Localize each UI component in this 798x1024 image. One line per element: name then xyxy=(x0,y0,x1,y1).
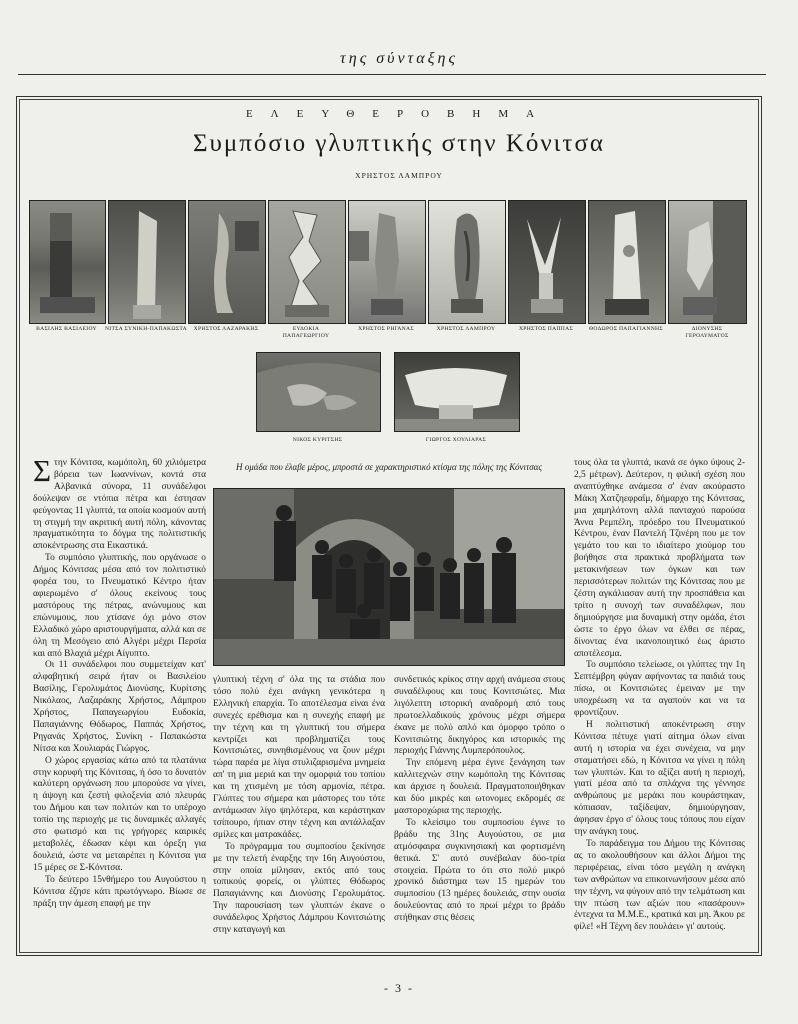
paragraph: Το συμπόσιο τελείωσε, οι γλύπτες την 1η Σεπτέμβρη φύγαν αφήνοντας τα παιδιά τους πίσω, οι Κονιτσιώτες έμειναν με την υποχρέωση να τα αγαπούν και να τα φροντίζουν. xyxy=(574,660,745,719)
article-column-4 xyxy=(574,458,745,940)
sculpture-photo xyxy=(29,200,106,324)
sculpture-photo xyxy=(668,200,747,324)
sculpture-photo xyxy=(348,200,426,324)
paragraph: συνδετικός κρίκος στην αρχή ανάμεσα στους συναδέλφους και τους Κονιτσιώτες. Μια λιγόλεπτη ιστορική αναδρομή από τους πρωτοελλαδικούς χρόνους μέχρι σήμερα έκανε με πολύ απλό και όμορφο τρόπο ο Κονιτσιώτης δικηγόρος και ιστορικός της περιοχής Γιάννης Λυμπερόπουλος. xyxy=(394,675,565,757)
sculpture-photo xyxy=(256,352,381,432)
sculpture-photo xyxy=(428,200,506,324)
page-number: - 3 - xyxy=(384,981,414,995)
sculptor-name: ΧΡΗΣΤΟΣ ΠΑΠΠΑΣ xyxy=(518,326,574,332)
sculptor-name: ΧΡΗΣΤΟΣ ΛΑΖΑΡΑΚΗΣ xyxy=(193,326,259,332)
article-author: ΧΡΗΣΤΟΣ ΛΑΜΠΡΟΥ xyxy=(355,171,443,180)
sculptor-name: ΧΡΗΣΤΟΣ ΛΑΜΠΡΟΥ xyxy=(436,326,496,332)
paragraph: γλυπτική τέχνη σ' όλα της τα στάδια που τόσο πολύ έχει ανάγκη γενικότερα η Ελληνική επαρχία. Το αποτέλεσμα είναι ένα συνεχές ερέθισμα και η συνεχής επαφή με την τέχνη και τη γλυπτική του σήμερα κεντρίζει και προβληματίζει τους Κονιτσιώτες, συνηθισμένους να ζουν μέχρι τώρα παρέα με λίγα στυλιζαρισμένα μνημεία απ' τη μια μεριά και την ομορφιά του τοπίου και τη χτισμένη με τόση αρμονία, πέτρα. Γλύπτες του σήμερα και μάστορες του τότε αντάμωσαν λίγο ψηλότερα, και κεράστηκαν τσίπουρο, ήπιαν στην τέχνη και αντάλλαξαν σμίλες και ματρακάδες. xyxy=(213,675,385,840)
article-column-2 xyxy=(213,675,385,940)
paragraph: Την επόμενη μέρα έγινε ξενάγηση των καλλιτεχνών στην κωμόπολη της Κόνιτσας και άρχισε η δουλειά. Πραγματοποιήθηκαν και δύο μικρές και ωτονομες εκδρομές σε μαστοροχώρια της περιοχής. xyxy=(394,758,565,816)
sculptor-name: ΝΙΚΟΣ ΚΥΡΙΤΣΗΣ xyxy=(292,437,343,443)
article-column-3 xyxy=(394,675,565,940)
paragraph: Το πρόγραμμα του συμποσίου ξεκίνησε με την τελετή έναρξης την 16η Αυγούστου, στην οποία μίλησαν, εκτός από τους τοπικούς φορείς, οι γλύπτες Θόδωρος Παπαγιάννης και Διονύσης Γερολυμάτος. Την παρουσίαση των γλυπτών έκανε ο συνάδελφος Χρήστος Λάμπρου Κονιτσιώτης στην καταγωγή και xyxy=(213,841,385,936)
paragraph: Το συμπόσιο γλυπτικής, που οργάνωσε ο Δήμος Κόνιτσας μέσα από τον πολιτιστικό φορέα του, το Πνευματικό Κέντρο ήταν αφιερωμένο σ' όλους εκείνους τους μαστόρους της πέτρας, ανώνυμους και επώνυμους, που χτίσανε όχι μόνο στον Ελλαδικό χώρο αριστουργήματα, αλλά και σε όλη τη Μεσόγειο από Αλγέρι μέχρι Περσία και από Βλαχιά μέχρι Αίγυπτο. xyxy=(33,553,206,659)
section-header: της σύνταξης xyxy=(340,50,458,67)
sculpture-photo xyxy=(508,200,586,324)
header-rule xyxy=(18,74,766,75)
group-photo xyxy=(213,488,565,666)
paragraph: Το παράδειγμα του Δήμου της Κόνιτσας ας το ακολουθήσουν και άλλοι Δήμοι της περιφέρειας, είναι τόσο μεγάλη η ανάγκη των ανθρώπων να επικοινωνήσουν μέσα από την τέχνη, να φύγουν από την τελμάτωση και την πτώση των αξιών που «πασάρουν» έντεχνα τα Μ.Μ.Ε., κρατικά και μη. Άκου ρε φίλε! «Η Τέχνη δεν πουλάει» γι' αυτούς. xyxy=(574,839,745,933)
paragraph: Το δεύτερο 15νθήμερο του Αυγούστου η Κόνιτσα έζησε κάτι πρωτόγνωρο. Βίωσε σε πράξη την άμεση επαφή με την xyxy=(33,874,206,909)
source-title: ΕΛΕΥΘΕΡΟΒΗΜΑ xyxy=(245,108,553,120)
paragraph: την Κόνιτσα, κωμόπολη, 60 χιλιόμετρα βόρεια των Ιωαννίνων, κοντά στα Αλβανικά σύνορα, 11 συνάδελφοι δούλεψαν σε ντόπια πέτρα και έστησαν φεύγοντας 11 γλυπτά, τα οποία κοσμούν αυτή τη στιγμή την ακριτική αυτή πόλη, κάνοντας πραγματικότητα το δόγμα της πολιτιστικής αποκέντρωσης στα Εικαστικά. xyxy=(33,458,206,552)
sculpture-photo xyxy=(394,352,520,432)
sculptor-name: ΕΥΔΟΚΙΑ ΠΑΠΑΓΕΩΡΓΙΟΥ xyxy=(282,326,330,339)
sculpture-photo xyxy=(588,200,666,324)
paragraph: Το κλείσιμο του συμποσίου έγινε το βράδυ της 31ης Αυγούστου, σε μια ατμόσφαιρα συγκινησιακή και φορτισμένη θετικά. Σ' αυτό συνέβαλαν δύο-τρία στοιχεία. Πρώτα το ότι στο πολύ μικρό χρονικό διάστημα των 15 ημερών του συμποσίου (13 ημέρες δουλειάς, στην ουσία δουλεύοντας από το πρωί μέχρι το βράδυ στήθηκαν στις θέσεις xyxy=(394,817,565,924)
sculptor-name: ΘΟΔΩΡΟΣ ΠΑΠΑΓΙΑΝΝΗΣ xyxy=(589,326,663,332)
sculptor-name: ΧΡΗΣΤΟΣ ΡΗΓΑΝΑΣ xyxy=(358,326,414,332)
sculpture-photo xyxy=(188,200,266,324)
paragraph: τους όλα τα γλυπτά, ικανά σε όγκο ύψους 2-2,5 μέτρων). Δεύτερον, η φιλική σχέση που αναπτύχθηκε ανάμεσα σ' έναν ακούραστο Μάκη Χατζηεφραΐμ, δήμαρχο της Κόνιτσας, μια χαμηλότονη αλλά πανταχού παρούσα Άννα Ρεμπέλη, πρόεδρο του Πνευματικού Κέντρου, έναν Παντελή Τζινέρη που με τον γεμάτο του και το ιδιαίτερο χιούμορ του βοήθησε στα πρακτικά προβλήματα των μετακινήσεων των όγκων και των περισσότερων πολιτών της Κόνιτσας που με ζέστη αγκάλιασαν αυτή την προσπάθεια και τρίτο η συνοχή των συναδέλφων, που δημιούργησε μια δυναμική στην ομάδα, έτσι ώστε το έργο όλων να έλθει σε πέρας, δίνοντας ένα ικανοποιητικό έως άριστο αποτέλεσμα. xyxy=(574,458,745,659)
article-column-1 xyxy=(33,458,206,940)
sculptor-name: ΔΙΟΝΥΣΗΣ ΓΕΡΟΛΥΜΑΤΟΣ xyxy=(685,326,729,339)
article-title: Συμπόσιο γλυπτικής στην Κόνιτσα xyxy=(192,130,606,157)
paragraph: Ο χώρος εργασίας κάτω από τα πλατάνια στην κορυφή της Κόνιτσας, ή όσο το δυνατόν καλύτερη οργάνωση που μπορούσε να γίνει, η άψογη και ζεστή φιλοξενία από πλευράς του Δήμου και των πολιτών και το υπέροχο τοπίο της περιοχής με τις δυναμικές αλλαγές στο φωτισμό και τις γρήγορες καιρικές μεταβολές, έδωσαν κέφι και όρεξη για δουλειά, ώστε να μεταιρέπει η Κόνιτσα για 15 μέρες σε Σ-Κόνιτσα. xyxy=(33,755,206,873)
sculptor-name: ΝΙΤΣΑ ΣΥΝΙΚΗ-ΠΑΠΑΚΩΣΤΑ xyxy=(104,326,188,332)
paragraph: Η πολιτιστική αποκέντρωση στην Κόνιτσα πέτυχε γιατί αίτημα όλων είναι αυτή η ιστορία να έχει συνέχεια, να μην σταματήσει εδώ, η Κόνιτσα να γίνει η πόλη των γλυπτών. Και το αξίζει αυτή η περιοχή, γιατί μέσα από τα σπλάχνα της γέννησε ανθρώπους με μεράκι που κουράστηκαν, κόπιασαν, ταξίδεψαν, δημιούργησαν, άφησαν έργο σ' όλους τους τόπους που είχαν την ανάγκη τους. xyxy=(574,719,745,838)
sculpture-photo xyxy=(268,200,346,324)
sculptor-name: ΓΙΩΡΓΟΣ ΧΟΥΛΙΑΡΑΣ xyxy=(425,437,487,443)
group-photo-caption: Η ομάδα που έλαβε μέρος, μπροστά σε χαρακτηριστικό κτίσμα της πόλης της Κόνιτσας xyxy=(235,462,543,472)
sculpture-photo xyxy=(108,200,186,324)
drop-cap: Σ xyxy=(33,458,52,488)
paragraph: Οι 11 συνάδελφοι που συμμετείχαν κατ' αλφαβητική σειρά ήταν οι Βασιλείου Βασίλης, Γερολυμάτος Διονύσης, Κυρίτσης Νικόλαος, Λαζαράκης Χρήστος, Λάμπρου Χρήστος, Παπαγεωργίου Ευδοκία, Παπαγιάννης Θόδωρος, Παππάς Χρήστος, Ρηγανάς Χρήστος, Συνίκη - Παπακώστα Νίτσα και Χουλιαράς Γιώργος. xyxy=(33,660,206,754)
sculptor-name: ΒΑΣΙΛΗΣ ΒΑΣΙΛΕΙΟΥ xyxy=(36,326,97,332)
